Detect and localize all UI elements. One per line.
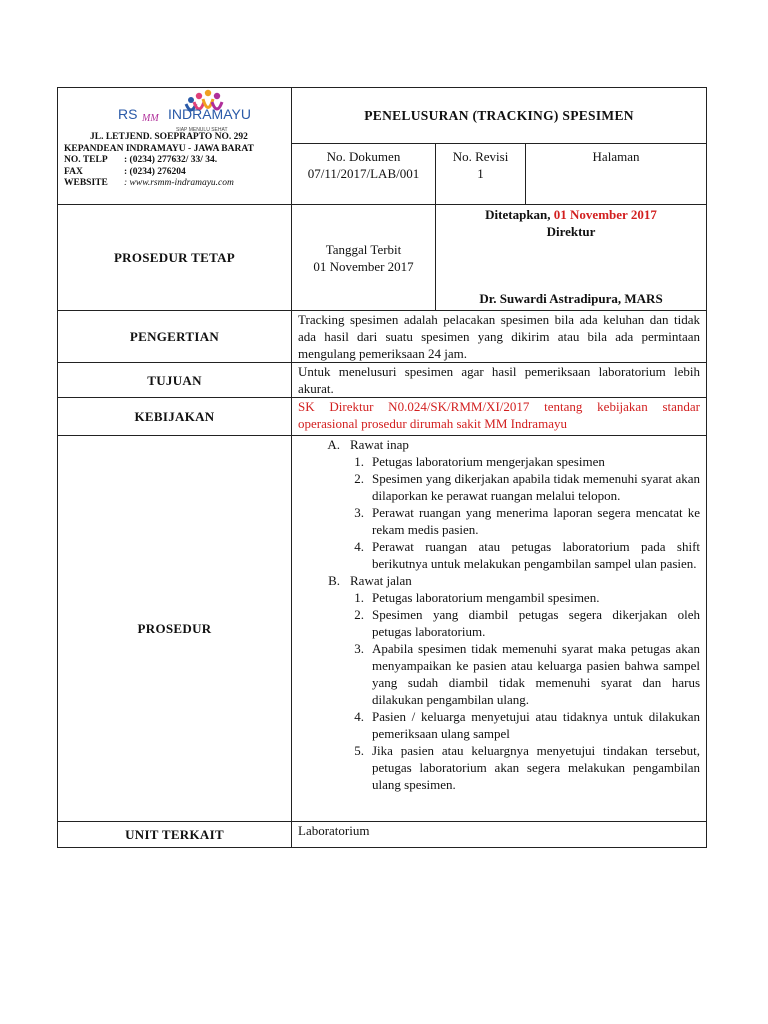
section-a-letter: A. xyxy=(327,437,340,452)
tujuan-text: Untuk menelusuri spesimen agar hasil pemeriksaan laboratorium lebih akurat. xyxy=(292,363,707,398)
no-dokumen-label: No. Dokumen xyxy=(326,149,401,164)
logo-rs-text: RS xyxy=(118,106,138,122)
signatory-name: Dr. Suwardi Astradipura, MARS xyxy=(479,291,663,306)
document-title: PENELUSURAN (TRACKING) SPESIMEN xyxy=(292,88,707,144)
tanggal-terbit-value: 01 November 2017 xyxy=(313,258,414,274)
no-dokumen-cell xyxy=(292,144,436,205)
prosedur-tetap-label: PROSEDUR TETAP xyxy=(58,205,292,311)
website-label: WEBSITE xyxy=(64,178,108,188)
hospital-logo xyxy=(58,88,291,132)
list-item: 1. Petugas laboratorium mengambil spesimen. xyxy=(354,590,600,605)
section-rawat-inap xyxy=(292,436,700,453)
section-b-title: Rawat jalan xyxy=(350,573,412,588)
halaman-label: Halaman xyxy=(592,149,640,164)
unit-terkait-label: UNIT TERKAIT xyxy=(58,822,292,848)
unit-terkait-text: Laboratorium xyxy=(292,822,707,848)
section-b-letter: B. xyxy=(328,573,340,588)
list-item: 1. Petugas laboratorium mengerjakan spesimen xyxy=(354,454,605,469)
approval-cell xyxy=(436,205,707,311)
kebijakan-text: SK Direktur N0.024/SK/RMM/XI/2017 tentang kebijakan standar operasional prosedur dirumah sakit MM Indramayu xyxy=(292,398,707,436)
website-value: : www.rsmm-indramayu.com xyxy=(124,178,234,188)
address-line-2: KEPANDEAN INDRAMAYU - JAWA BARAT xyxy=(64,143,254,154)
logo-tagline: SIAP MENULU SEHAT xyxy=(176,127,228,133)
list-item: 2. Spesimen yang dikerjakan apabila tidak memenuhi syarat akan dilaporkan ke perawat ruangan melalui telopon. xyxy=(354,471,701,503)
no-revisi-label: No. Revisi xyxy=(452,149,509,164)
logo-mm-text: MM xyxy=(142,113,159,124)
telp-value: : (0234) 277632/ 33/ 34. xyxy=(124,155,218,165)
ditetapkan-date: 01 November 2017 xyxy=(553,207,657,222)
list-item: 3. Perawat ruangan yang menerima laporan segera mencatat ke rekam medis pasien. xyxy=(354,505,701,537)
section-a-list xyxy=(292,453,700,572)
logo-name-text: INDRAMAYU xyxy=(168,106,251,122)
tujuan-label: TUJUAN xyxy=(58,363,292,398)
hospital-header-cell xyxy=(58,88,292,205)
halaman-cell xyxy=(526,144,707,205)
sop-document-table xyxy=(57,87,707,848)
hospital-contact-block xyxy=(58,132,291,190)
section-b-list xyxy=(292,589,700,793)
prosedur-content xyxy=(292,436,707,822)
no-dokumen-value: 07/11/2017/LAB/001 xyxy=(307,166,420,181)
pengertian-label: PENGERTIAN xyxy=(58,311,292,363)
list-item: 2. Spesimen yang diambil petugas segera dikerjakan oleh petugas laboratorium. xyxy=(354,607,701,639)
address-line-1: JL. LETJEND. SOEPRAPTO NO. 292 xyxy=(90,132,248,142)
tanggal-terbit-cell xyxy=(292,205,436,311)
prosedur-label: PROSEDUR xyxy=(58,436,292,822)
fax-value: : (0234) 276204 xyxy=(124,166,186,177)
list-item: 4. Perawat ruangan atau petugas laboratorium pada shift berikutnya untuk melakukan pengambilan sampel ulan pasien. xyxy=(354,539,701,571)
list-item: 4. Pasien / keluarga menyetujui atau tidaknya untuk dilakukan pemeriksaan ulang sampel xyxy=(354,709,701,741)
kebijakan-label: KEBIJAKAN xyxy=(58,398,292,436)
ditetapkan-prefix: Ditetapkan, xyxy=(485,207,551,222)
section-a-title: Rawat inap xyxy=(350,437,409,452)
list-item: 3. Apabila spesimen tidak memenuhi syarat maka petugas akan menyampaikan ke pasien atau keluarga pasien bahwa sampel yang sudah diambil tidak memenuhi syarat dan harus dilakukan pengambilan ulang. xyxy=(354,641,701,707)
no-revisi-value: 1 xyxy=(477,166,484,181)
direktur-title: Direktur xyxy=(546,224,596,239)
tanggal-terbit-label: Tanggal Terbit xyxy=(325,241,402,257)
telp-label: NO. TELP xyxy=(64,155,108,165)
pengertian-text: Tracking spesimen adalah pelacakan spesimen bila ada keluhan dan tidak ada hasil dari suatu spesimen yang dikirim atau bila ada permintaan mengulang pemeriksaan 24 jam. xyxy=(292,311,707,363)
list-item: 5. Jika pasien atau keluargnya menyetujui tindakan tersebut, petugas laboratorium akan segera melakukan pengambilan ulang spesimen. xyxy=(354,743,701,792)
section-rawat-jalan xyxy=(292,572,700,589)
fax-label: FAX xyxy=(64,166,83,177)
ditetapkan-line xyxy=(436,205,706,223)
no-revisi-cell xyxy=(436,144,526,205)
